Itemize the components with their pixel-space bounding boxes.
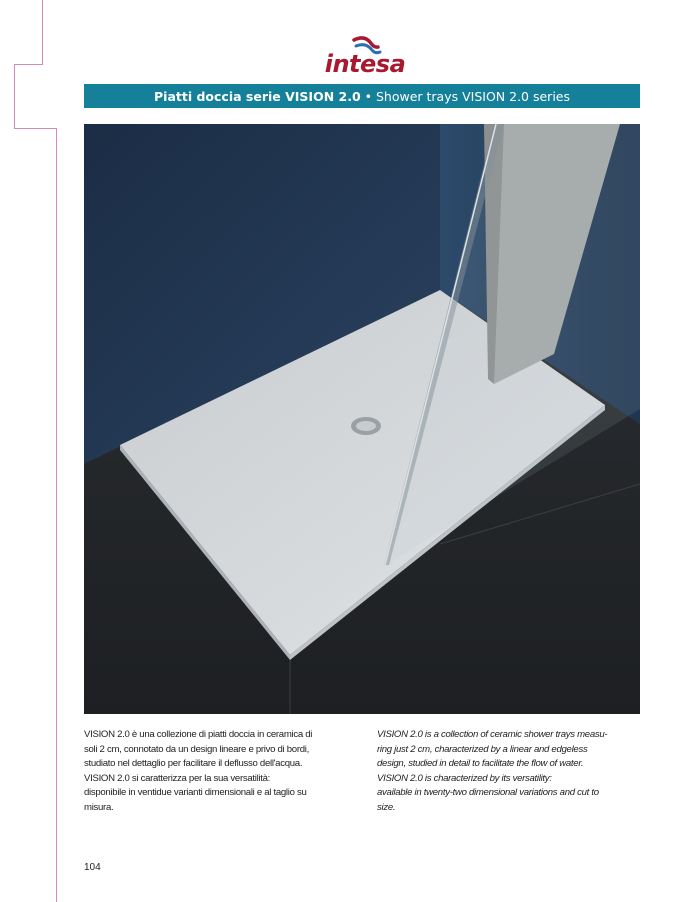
- margin-line: [14, 64, 43, 65]
- text-line: VISION 2.0 è una collezione di piatti doccia in ceramica di: [84, 729, 313, 740]
- text-line: disponibile in ventidue varianti dimensionali e al taglio su: [84, 787, 307, 799]
- series-banner: [84, 84, 640, 108]
- text-line: studiato nel dettaglio per facilitare il deflusso dell'acqua.: [84, 758, 303, 770]
- text-line: VISION 2.0 si caratterizza per la sua versatilità:: [84, 772, 271, 784]
- text-line: ring just 2 cm, characterized by a linear and edgeless: [377, 743, 588, 755]
- intesa-logo: [320, 36, 410, 80]
- logo-text: intesa: [324, 50, 406, 78]
- margin-line: [56, 128, 57, 902]
- margin-line: [42, 0, 43, 64]
- description-italian: [84, 728, 370, 816]
- page-number: 104: [84, 862, 101, 873]
- banner-title-en: Shower trays VISION 2.0 series: [375, 88, 570, 104]
- text-line: VISION 2.0 is characterized by its versatility:: [377, 772, 552, 784]
- text-line: misura.: [84, 801, 114, 813]
- shower-tray-photo: [84, 124, 640, 714]
- text-line: available in twenty-two dimensional variations and cut to: [377, 787, 599, 799]
- text-line: soli 2 cm, connotato da un design lineare e privo di bordi,: [84, 743, 309, 755]
- text-line: size.: [377, 801, 396, 813]
- text-line: design, studied in detail to facilitate the flow of water.: [377, 758, 584, 770]
- description-english: [377, 728, 640, 816]
- banner-title-it: Piatti doccia serie VISION 2.0: [154, 88, 361, 104]
- banner-separator: •: [360, 88, 376, 104]
- margin-line: [14, 64, 15, 128]
- text-line: VISION 2.0 is a collection of ceramic shower trays measu-: [377, 729, 608, 740]
- margin-line: [14, 128, 57, 129]
